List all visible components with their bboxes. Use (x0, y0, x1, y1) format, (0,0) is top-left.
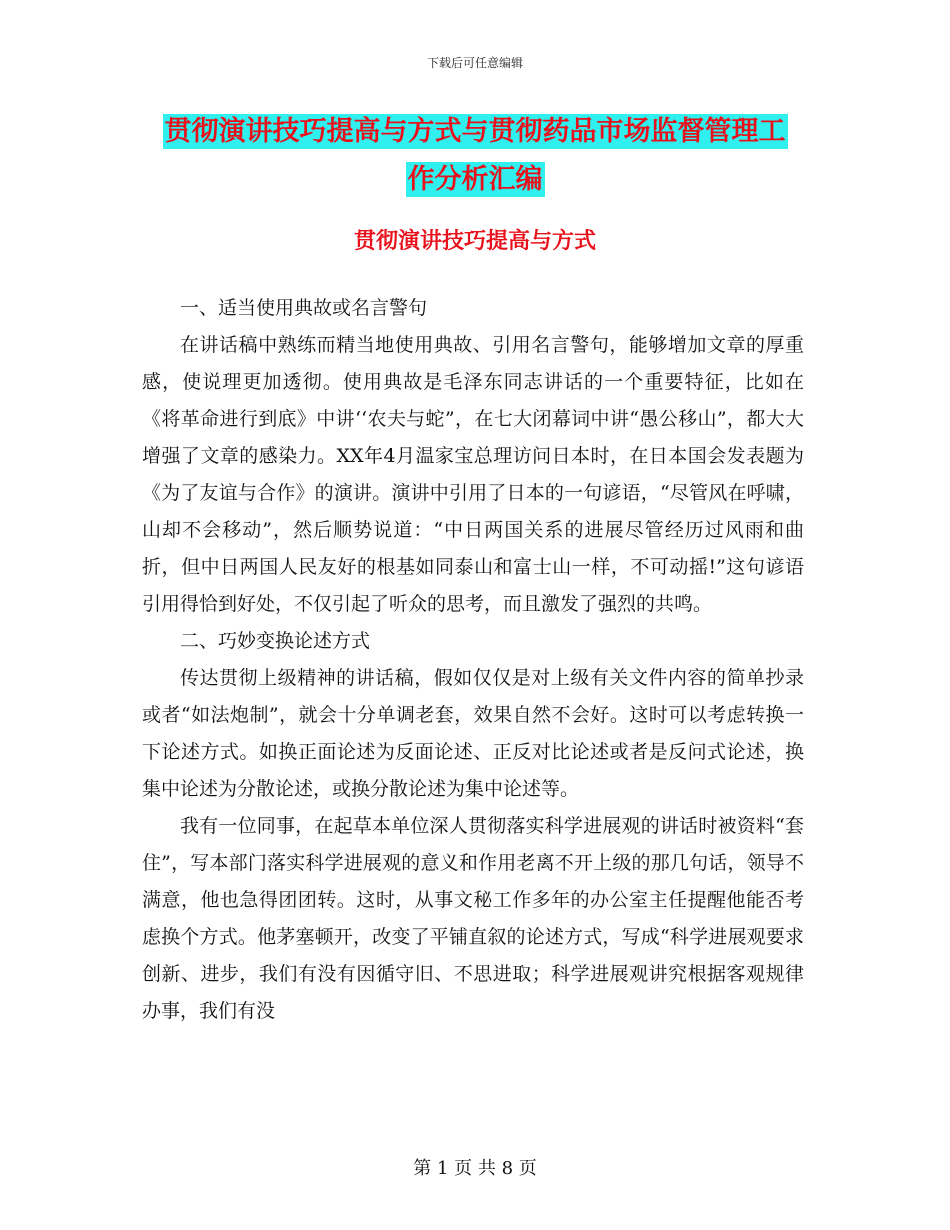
page-footer: 第 1 页 共 8 页 (413, 1158, 537, 1179)
document-title-line-1: 贯彻演讲技巧提高与方式与贯彻药品市场监督管理工 (164, 116, 786, 147)
subheading-1: 一、适当使用典故或名言警句 (180, 297, 428, 319)
body-text (142, 290, 804, 1030)
paragraph-3: 我有一位同事，在起草本单位深人贯彻落实科学进展观的讲话时被资料“套住”，写本部门落实科学进展观的意义和作用老离不开上级的那几句话，领导不满意，他也急得团团转。这时，从事文秘工作多年的办公室主任提醒他能否考虑换个方式。他茅塞顿开，改变了平铺直叙的论述方式，写成“科学进展观要求创新、进步，我们有没有因循守旧、不思进取；科学进展观讲究根据客观规律办事，我们有没 (142, 815, 804, 1022)
paragraph-2: 传达贯彻上级精神的讲话稿，假如仅仅是对上级有关文件内容的简单抄录或者“如法炮制”，就会十分单调老套，效果自然不会好。这时可以考虑转换一下论述方式。如换正面论述为反面论述、正反对比论述或者是反问式论述，换集中论述为分散论述，或换分散论述为集中论述等。 (142, 667, 804, 800)
paragraph-1: 在讲话稿中熟练而精当地使用典故、引用名言警句，能够增加文章的厚重感，使说理更加透彻。使用典故是毛泽东同志讲话的一个重要特征，比如在《将革命进行到底》中讲‘‘农夫与蛇”，在七大闭幕词中讲“愚公移山”，都大大增强了文章的感染力。XX年4月温家宝总理访问日本时，在日本国会发表题为《为了友谊与合作》的演讲。演讲中引用了日本的一句谚语，“尽管风在呼啸，山却不会移动”，然后顺势说道：“中日两国关系的进展尽管经历过风雨和曲折，但中日两国人民友好的根基如同泰山和富士山一样，不可动摇!”这句谚语引用得恰到好处，不仅引起了听众的思考，而且激发了强烈的共鸣。 (142, 334, 804, 615)
section-heading: 贯彻演讲技巧提高与方式 (353, 228, 596, 254)
document-title (140, 108, 810, 204)
document-title-line-2: 作分析汇编 (407, 164, 543, 195)
subheading-2: 二、巧妙变换论述方式 (180, 630, 371, 652)
page-header-note: 下载后可任意编辑 (426, 56, 523, 70)
